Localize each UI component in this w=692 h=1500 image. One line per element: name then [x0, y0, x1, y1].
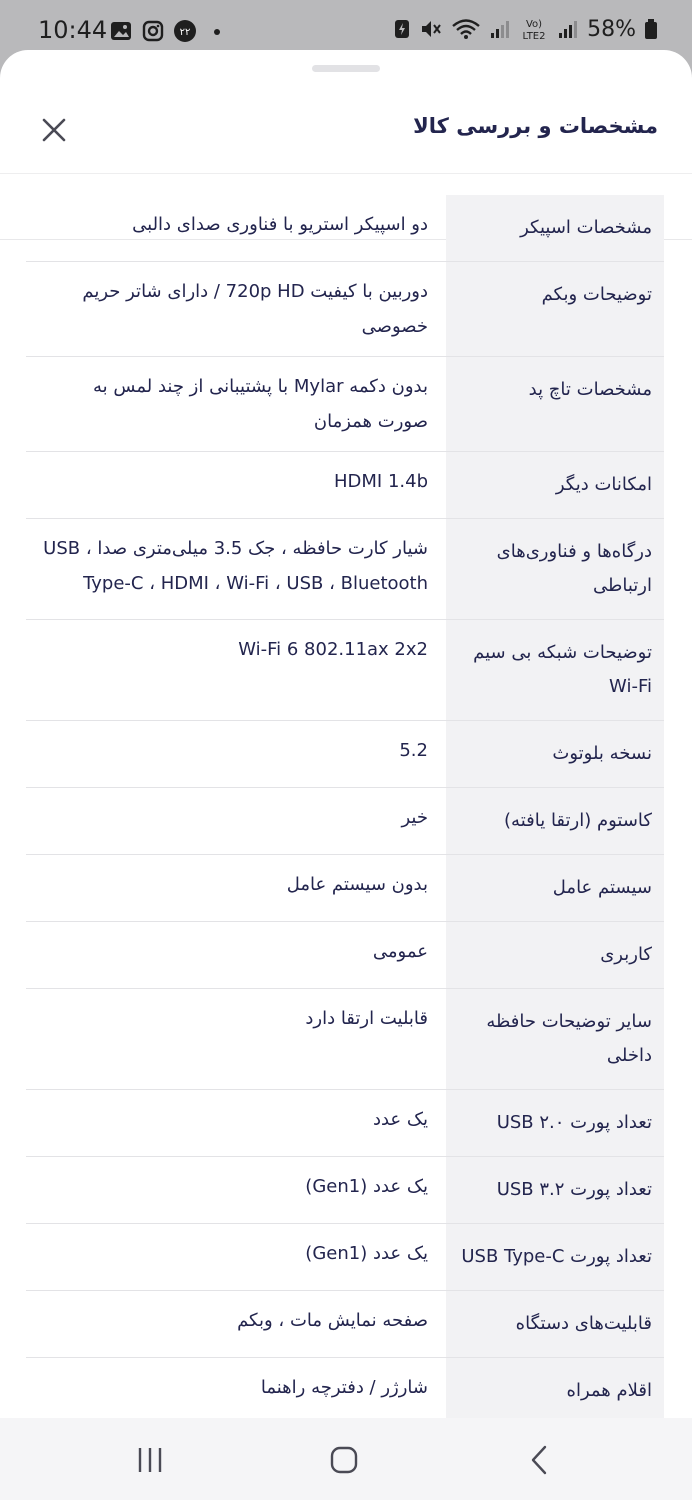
close-icon[interactable]	[36, 112, 72, 148]
mute-icon	[419, 18, 443, 40]
spec-label: نسخه بلوتوث	[446, 721, 664, 787]
spec-label: توضیحات وبکم	[446, 262, 664, 356]
spec-row	[26, 1291, 664, 1358]
home-icon[interactable]	[324, 1440, 364, 1480]
spec-label: مشخصات اسپیکر	[446, 195, 664, 261]
spec-value: Wi-Fi 6 802.11ax 2x2	[238, 639, 428, 660]
spec-value: بدون سیستم عامل	[286, 874, 428, 895]
sheet-header	[0, 90, 692, 174]
spec-label: تعداد پورت USB ۳.۲	[446, 1157, 664, 1223]
spec-value: صفحه نمایش مات ، وبکم	[237, 1310, 428, 1331]
spec-row	[26, 452, 664, 519]
spec-value: عمومی	[372, 941, 428, 962]
spec-table-viewport[interactable]	[0, 214, 692, 1418]
spec-label: امکانات دیگر	[446, 452, 664, 518]
battery-percent: 58%	[587, 16, 636, 42]
gallery-icon	[110, 20, 132, 42]
spec-label: کاربری	[446, 922, 664, 988]
dot-icon	[206, 20, 228, 42]
spec-value: قابلیت ارتقا دارد	[305, 1008, 428, 1029]
spec-label: اقلام همراه	[446, 1358, 664, 1424]
spec-row	[26, 1224, 664, 1291]
spec-value: دو اسپیکر استریو با فناوری صدای دالبی	[132, 214, 428, 235]
spec-row	[26, 1090, 664, 1157]
svg-text:Vo): Vo)	[526, 19, 543, 30]
svg-text:۲۲: ۲۲	[179, 27, 191, 38]
instagram-icon	[142, 20, 164, 42]
spec-row	[26, 922, 664, 989]
notification-icons	[110, 20, 228, 42]
spec-bottom-sheet	[0, 50, 692, 1418]
lte-icon	[519, 16, 549, 42]
spec-value: شیار کارت حافظه ، جک 3.5 میلی‌متری صدا ، USB Type-C ، HDMI ، Wi-Fi ، USB ، Bluetooth	[43, 538, 428, 594]
spec-label: قابلیت‌های دستگاه	[446, 1291, 664, 1357]
spec-row	[26, 1157, 664, 1224]
spec-row	[26, 788, 664, 855]
sheet-title: مشخصات و بررسی کالا	[413, 114, 658, 138]
spec-row	[26, 620, 664, 721]
signal-2-icon	[557, 18, 579, 40]
badge-22-icon	[174, 20, 196, 42]
recent-apps-icon[interactable]	[130, 1440, 170, 1480]
bolt-app-icon	[393, 18, 411, 40]
spec-value: دوربین با کیفیت 720p HD / دارای شاتر حریم خصوصی	[82, 281, 428, 337]
spec-value: شارژر / دفترچه راهنما	[260, 1377, 428, 1398]
spec-value: یک عدد (Gen1)	[305, 1176, 428, 1197]
status-time: 10:44	[38, 16, 108, 44]
spec-row	[26, 519, 664, 620]
signal-1-icon	[489, 18, 511, 40]
spec-label: تعداد پورت USB ۲.۰	[446, 1090, 664, 1156]
spec-value: بدون دکمه Mylar با پشتیبانی از چند لمس به صورت همزمان	[93, 376, 428, 432]
spec-label: سیستم عامل	[446, 855, 664, 921]
status-right	[393, 16, 658, 42]
spec-row	[26, 721, 664, 788]
spec-row	[26, 262, 664, 357]
spec-label: تعداد پورت USB Type-C	[446, 1224, 664, 1290]
spec-label: توضیحات شبکه بی سیم Wi-Fi	[446, 620, 664, 720]
navigation-bar	[0, 1418, 692, 1500]
wifi-icon	[451, 18, 481, 40]
spec-value: خیر	[401, 807, 428, 828]
spec-label: درگاه‌ها و فناوری‌های ارتباطی	[446, 519, 664, 619]
battery-icon	[644, 18, 658, 40]
spec-label: کاستوم (ارتقا یافته)	[446, 788, 664, 854]
spec-label: سایر توضیحات حافظه داخلی	[446, 989, 664, 1089]
spec-row	[26, 357, 664, 452]
svg-text:LTE2: LTE2	[522, 31, 546, 42]
back-icon[interactable]	[520, 1440, 560, 1480]
spec-table	[26, 195, 664, 1425]
spec-row	[26, 855, 664, 922]
spec-row	[26, 195, 664, 262]
spec-row	[26, 989, 664, 1090]
spec-value: یک عدد	[372, 1109, 428, 1130]
spec-value: HDMI 1.4b	[333, 471, 428, 492]
spec-value: یک عدد (Gen1)	[305, 1243, 428, 1264]
spec-value: 5.2	[399, 740, 428, 761]
spec-row	[26, 1358, 664, 1425]
drag-handle[interactable]	[312, 65, 380, 72]
spec-label: مشخصات تاچ پد	[446, 357, 664, 451]
